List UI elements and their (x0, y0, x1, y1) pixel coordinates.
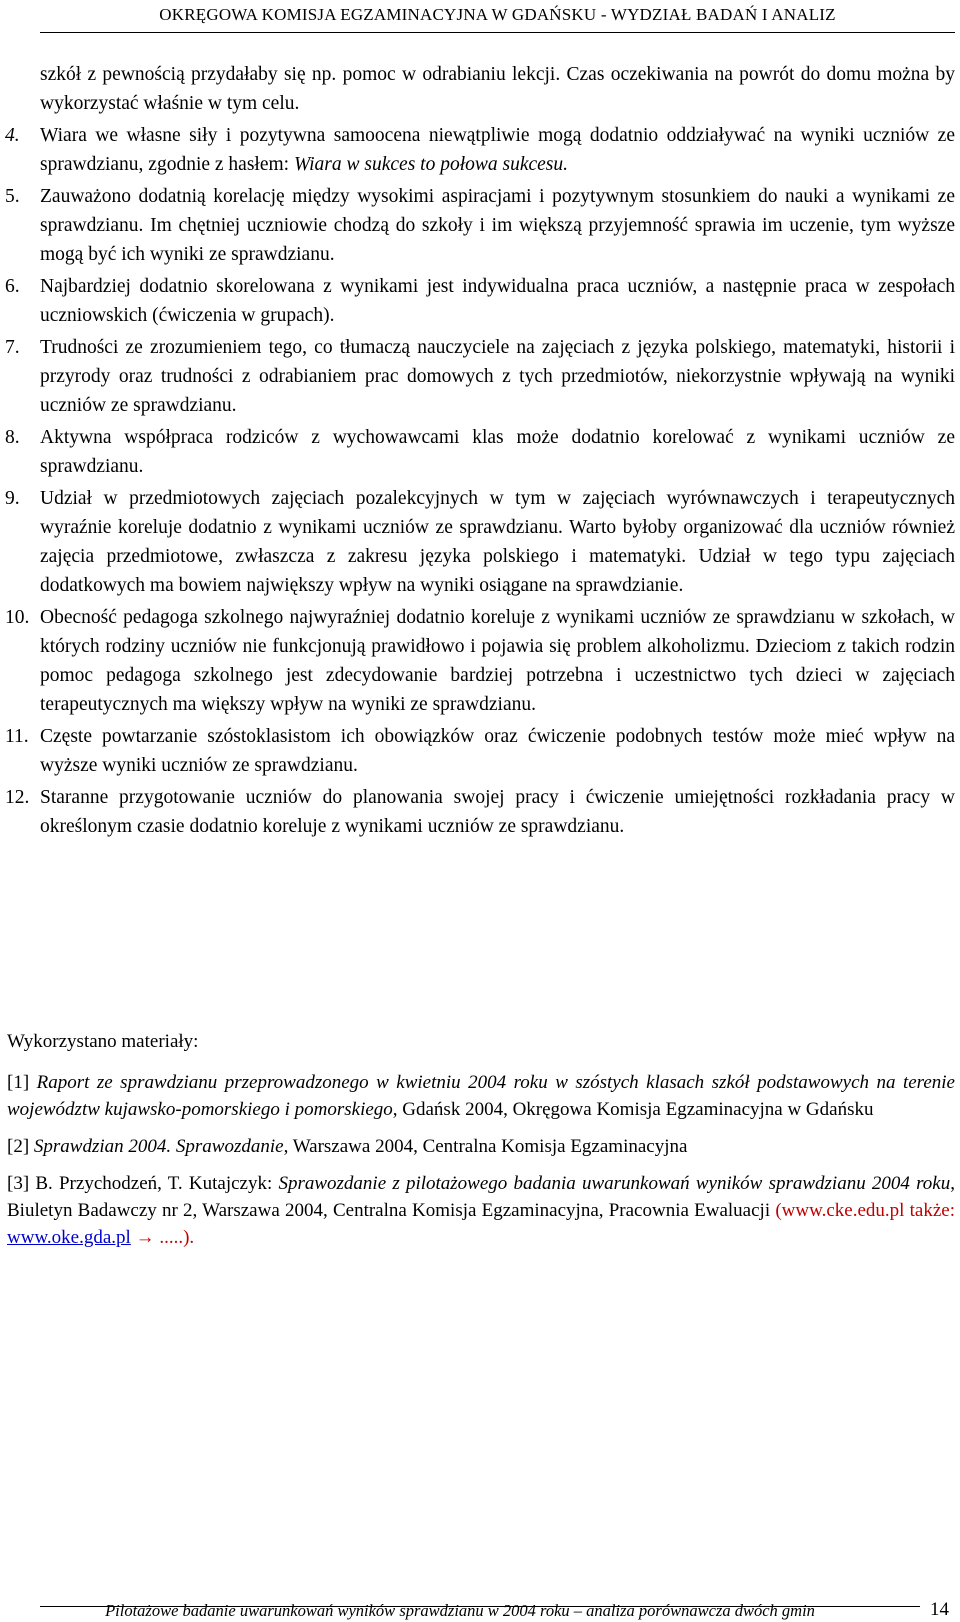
item-text: Obecność pedagoga szkolnego najwyraźniej dodatnio koreluje z wynikami uczniów ze sprawdzianu w szkołach, w których rodziny uczniów nie funkcjonują prawidłowo i pojawia się problem alkoholizmu. Dzieciom z takich rodzin pomoc pedagoga szkolnego jest zdecydowanie bardziej potrzebna i uczestnictwo tych dzieci w zajęciach terapeutycznych ma większy wpływ na wyniki ze sprawdzianu. (40, 607, 955, 715)
reference-3: [3] B. Przychodzeń, T. Kutajczyk: Sprawozdanie z pilotażowego badania uwarunkowań wyników sprawdzianu 2004 roku, Biuletyn Badawczy nr 2, Warszawa 2004, Centralna Komisja Egzaminacyjna, Pracownia Ewaluacji (www.cke.edu.pl także: www.oke.gda.pl → .....). (7, 1173, 955, 1248)
list-item (5, 272, 955, 330)
item-number: 4. (5, 125, 20, 146)
item-quote: Wiara w sukces to połowa sukcesu. (293, 154, 569, 175)
list-item (5, 423, 955, 481)
reference-1: [1] Raport ze sprawdzianu przeprowadzonego w kwietniu 2004 roku w szóstych klasach szkół podstawowych na terenie województw kujawsko-pomorskiego i pomorskiego, Gdańsk 2004, Okręgowa Komisja Egzaminacyjna w Gdańsku (7, 1072, 955, 1120)
references-section (7, 1028, 955, 1261)
item-number: 10. (5, 607, 30, 628)
item-text: Udział w przedmiotowych zajęciach pozalekcyjnych w tym w zajęciach wyrównawczych i terapeutycznych wyraźnie koreluje dodatnio z wynikami uczniów ze sprawdzianu. Warto byłoby organizować dla uczniów również zajęcia przedmiotowe, zwłaszcza z zakresu języka polskiego i matematyki. Udział w tego typu zajęciach dodatkowych ma bowiem największy wpływ na wyniki osiągane na sprawdzianie. (40, 488, 955, 596)
page-number: 14 (930, 1599, 949, 1620)
item-number: 12. (5, 787, 30, 808)
item-number: 5. (5, 186, 20, 207)
page-header (40, 0, 955, 33)
item-text: Wiara we własne siły i pozytywna samoocena niewątpliwie mogą dodatnio oddziaływać na wyniki uczniów ze sprawdzianu, zgodnie z hasłem: Wiara w sukces to połowa sukcesu. (40, 125, 955, 175)
list-item (5, 484, 955, 600)
item-text: Najbardziej dodatnio skorelowana z wynikami jest indywidualna praca uczniów, a następnie praca w zespołach uczniowskich (ćwiczenia w grupach). (40, 276, 955, 326)
list-item (5, 182, 955, 269)
item-text: Staranne przygotowanie uczniów do planowania swojej pracy i ćwiczenie umiejętności rozkładania pracy w określonym czasie dodatnio koreluje z wynikami uczniów ze sprawdzianu. (40, 787, 955, 837)
references-heading: Wykorzystano materiały: (7, 1031, 199, 1052)
item-number: 6. (5, 276, 20, 297)
list-item (5, 333, 955, 420)
item-number: 7. (5, 337, 20, 358)
item-text: Zauważono dodatnią korelację między wysokimi aspiracjami i pozytywnym stosunkiem do nauki a wynikami ze sprawdzianu. Im chętniej uczniowie chodzą do szkoły i im większą przyjemność sprawia im uczenie, tym wyższe mogą być ich wyniki ze sprawdzianu. (40, 186, 955, 265)
list-item (5, 603, 955, 719)
item-number: 11. (5, 726, 29, 747)
item-number: 8. (5, 427, 20, 448)
item-number: 9. (5, 488, 20, 509)
header-title: OKRĘGOWA KOMISJA EGZAMINACYJNA W GDAŃSKU - WYDZIAŁ BADAŃ I ANALIZ (159, 5, 836, 24)
list-item (5, 722, 955, 780)
reference-2: [2] Sprawdzian 2004. Sprawozdanie, Warszawa 2004, Centralna Komisja Egzaminacyjna (7, 1136, 688, 1157)
continued-paragraph: szkół z pewnością przydałaby się np. pomoc w odrabianiu lekcji. Czas oczekiwania na powrót do domu można by wykorzystać właśnie w tym celu. (40, 64, 955, 114)
arrow-icon: → (130, 1227, 160, 1248)
item-text: Częste powtarzanie szóstoklasistom ich obowiązków oraz ćwiczenie podobnych testów może mieć wpływ na wyższe wyniki uczniów ze sprawdzianu. (40, 726, 955, 776)
list-item (5, 121, 955, 179)
item-text: Trudności ze zrozumieniem tego, co tłumaczą nauczyciele na zajęciach z języka polskiego, matematyki, historii i przyrody oraz trudności z odrabianiem prac domowych z tych przedmiotów, niekorzystnie wpływają na wyniki uczniów ze sprawdzianu. (40, 337, 955, 416)
page-footer: Pilotażowe badanie uwarunkowań wyników sprawdzianu w 2004 roku – analiza porównawcza dwóch gmin (105, 1601, 815, 1620)
list-item (5, 783, 955, 841)
oke-link[interactable]: www.oke.gda.pl (7, 1227, 131, 1248)
conclusions-list (5, 60, 955, 844)
item-text: Aktywna współpraca rodziców z wychowawcami klas może dodatnio korelować z wynikami uczniów ze sprawdzianu. (40, 427, 955, 477)
cke-url-text: (www.cke.edu.pl także: (775, 1200, 955, 1221)
